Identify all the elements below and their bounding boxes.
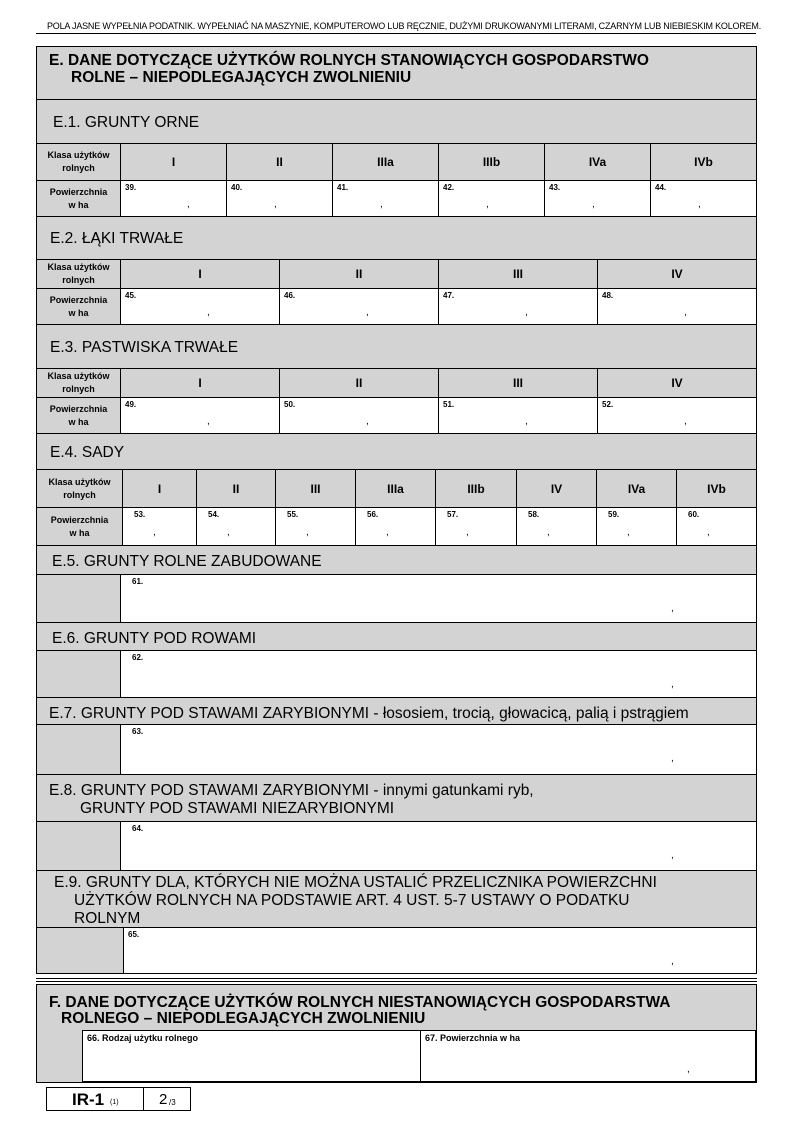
sectionE-e4-fields-2: 55. [287,510,299,519]
sectionF-field66: 66. Rodzaj użytku rolnego [87,1033,199,1043]
form-code: IR-1 [72,1090,105,1109]
e2-title: E.2. ŁĄKI TRWAŁE [50,230,184,247]
sectionE-e4-fields-7: 60. [688,510,700,519]
sectionE-e2-classes-1: II [355,267,363,281]
sectionE-e1-classes-1: II [276,155,283,169]
sectionE-e1-fields-3: 42. [443,183,455,192]
e4-class-cell [197,470,276,508]
e8-label-cell [37,822,121,870]
field-56[interactable] [356,508,436,545]
sectionE-comma: , [274,199,277,210]
sectionE-e1-fields-4: 43. [549,183,561,192]
sectionE-comma: , [380,199,383,210]
e4-class-cell [276,470,356,508]
sectionE-e1-fields-1: 40. [231,183,243,192]
section-separator [36,981,757,982]
sectionE-comma: , [671,679,674,690]
sectionE-comma: , [671,850,674,861]
e1-class-label [37,144,121,181]
sectionE-comma: , [525,307,528,318]
e1-class-cell [651,144,756,181]
sectionE-e4-classes-3: IIIa [387,481,404,496]
sectionE-e8-field: 64. [132,824,144,833]
field-48[interactable] [598,289,756,324]
sectionE-e4-fields-6: 59. [608,510,620,519]
sectionE-comma: , [592,199,595,210]
field-67[interactable] [420,1030,756,1082]
field-60[interactable] [677,508,756,545]
sectionE-e4-classes-4: IIIb [467,481,485,496]
sectionE-comma: , [627,527,630,538]
sectionE-e1-classes-5: IVb [694,155,713,169]
field-40[interactable] [227,181,333,216]
field-53[interactable] [123,508,197,545]
e4-class-cell [597,470,677,508]
e3-area-label [37,398,121,433]
sectionE-e1-fields-2: 41. [337,183,349,192]
field-54[interactable] [197,508,276,545]
sectionE-e9-field: 65. [128,930,140,939]
e2-area-label [37,289,121,324]
e6-title: E.6. GRUNTY POD ROWAMI [52,630,257,647]
e8-title-2: GRUNTY POD STAWAMI NIEZARYBIONYMI [80,800,395,817]
field-42[interactable] [439,181,545,216]
e3-class-cell [121,369,280,398]
field-65[interactable] [124,928,756,973]
e2-header [37,216,756,260]
field-39[interactable] [121,181,227,216]
sectionE-e3-classes-0: I [198,376,202,390]
e6-label-cell [37,651,121,697]
sectionE-e5-field: 61. [132,577,144,586]
sectionE-e4-classes-7: IVb [707,481,726,496]
e2-class-cell [280,260,439,289]
sectionE-e2-classes-3: IV [671,267,683,281]
sectionE-e7-field: 63. [132,727,144,736]
sectionE-e4-fields-4: 57. [447,510,459,519]
field-43[interactable] [545,181,651,216]
field-63[interactable] [121,725,756,774]
form-instructions: POLA JASNE WYPEŁNIA PODATNIK. WYPEŁNIAĆ NA MASZYNIE, KOMPUTEROWO LUB RĘCZNIE, DUŻYMI DRUKOWANYMI LITERAMI, CZARNYM LUB NIEBIESKIM KOLOREM. [47,21,762,31]
e4-area-label [37,508,123,545]
sectionE-e2-fields-2: 47. [443,291,455,300]
sectionE-row_label_area_1: Powierzchnia [50,514,109,525]
sectionE-comma: , [153,527,156,538]
e3-class-cell [598,369,756,398]
e4-class-label [37,470,123,508]
header-rule [36,33,756,34]
section-e-title-2: ROLNE – NIEPODLEGAJĄCYCH ZWOLNIENIU [71,69,412,86]
sectionE-comma: , [671,956,674,967]
e2-class-cell [439,260,598,289]
sectionE-e4-classes-0: I [157,481,162,496]
sectionE-e2-fields-0: 45. [125,291,137,300]
sectionE-comma: , [671,753,674,764]
sectionF-field67: 67. Powierzchnia w ha [425,1033,521,1043]
section-e-header [37,47,756,100]
e4-header [37,433,756,470]
sectionE-e3-fields-1: 50. [284,400,296,409]
sectionE-row_label_area_2: w ha [68,416,89,427]
sectionE-comma: , [207,307,210,318]
field-46[interactable] [280,289,439,324]
sectionE-e4-fields-3: 56. [367,510,379,519]
e1-class-cell [333,144,439,181]
field-49[interactable] [121,398,280,433]
e2-class-label [37,260,121,289]
sectionE-comma: , [671,603,674,614]
e3-title: E.3. PASTWISKA TRWAŁE [50,339,239,356]
field-58[interactable] [517,508,597,545]
e1-class-cell [439,144,545,181]
sectionE-e1-classes-3: IIIb [482,155,501,169]
sectionE-comma: , [684,416,687,427]
sectionE-e1-fields-0: 39. [125,183,137,192]
section-e-title-1: E. DANE DOTYCZĄCE UŻYTKÓW ROLNYCH STANOWIĄCYCH GOSPODARSTWO [49,52,649,69]
page-number-box [143,1087,191,1111]
sectionE-e1-classes-2: IIIa [377,155,394,169]
field-61[interactable] [121,575,756,622]
e9-header [37,870,756,928]
e5-label-cell [37,575,121,622]
field-51[interactable] [439,398,598,433]
e7-header [37,697,756,725]
e9-label-cell [37,928,124,973]
e4-class-cell [123,470,197,508]
field-59[interactable] [597,508,677,545]
form-version: (1) [110,1099,119,1106]
sectionE-e2-classes-2: III [512,267,523,281]
field-45[interactable] [121,289,280,324]
e4-class-cell [436,470,517,508]
sectionE-e4-classes-2: III [310,481,321,496]
sectionE-comma: , [698,199,701,210]
class-label-2: rolnych [62,163,95,173]
sectionE-comma: , [547,527,550,538]
e1-class-cell [545,144,651,181]
field-64[interactable] [121,822,756,870]
sectionE-e1-fields-5: 44. [655,183,667,192]
e3-class-cell [439,369,598,398]
section-f-title-2: ROLNEGO – NIEPODLEGAJĄCYCH ZWOLNIENIU [61,1010,426,1027]
sectionE-row_label_class_1: Klasa użytków [47,371,110,381]
sectionE-row_label_area_2: w ha [69,527,90,538]
e3-class-label [37,369,121,398]
e9-title-2: UŻYTKÓW ROLNYCH NA PODSTAWIE ART. 4 UST. 5-7 USTAWY O PODATKU [74,892,630,909]
sectionE-e4-classes-5: IV [550,481,563,496]
sectionE-row_label_class_2: rolnych [63,489,96,500]
sectionE-e2-classes-0: I [198,267,202,281]
e8-header [37,774,756,822]
page-total: /3 [169,1098,176,1107]
sectionE-e2-fields-3: 48. [602,291,614,300]
sectionE-e4-fields-1: 54. [208,510,220,519]
e1-class-cell [121,144,227,181]
sectionE-e4-classes-1: II [232,481,240,496]
sectionE-e2-fields-1: 46. [284,291,296,300]
e8-title-1: E.8. GRUNTY POD STAWAMI ZARYBIONYMI - innymi gatunkami ryb, [49,782,534,799]
page-number: 2 [159,1091,168,1108]
form-code-box [46,1087,144,1111]
sectionE-comma: , [366,416,369,427]
sectionF-comma: , [687,1064,690,1075]
e4-class-cell [517,470,597,508]
sectionE-e4-fields-0: 53. [134,510,146,519]
sectionE-comma: , [187,199,190,210]
field-57[interactable] [436,508,517,545]
sectionE-e4-classes-6: IVa [627,481,646,496]
e7-title: E.7. GRUNTY POD STAWAMI ZARYBIONYMI - łososiem, trocią, głowacicą, palią i pstrągiem [49,705,689,722]
sectionE-e1-classes-4: IVa [588,155,607,169]
e2-class-cell [121,260,280,289]
sectionE-e3-classes-3: IV [671,376,683,390]
sectionE-row_label_area_2: w ha [68,307,89,318]
sectionE-e6-field: 62. [132,653,144,662]
class-label-1: Klasa użytków [47,150,110,160]
e1-class-cell [227,144,333,181]
e5-header [37,545,756,575]
field-55[interactable] [276,508,356,545]
e9-title-3: ROLNYM [74,910,141,927]
field-47[interactable] [439,289,598,324]
sectionE-comma: , [466,527,469,538]
e3-header [37,324,756,369]
sectionE-row_label_class_1: Klasa użytków [47,262,110,272]
field-52[interactable] [598,398,756,433]
sectionE-row_label_class_1: Klasa użytków [48,476,111,487]
sectionE-row_label_class_2: rolnych [62,275,95,285]
sectionE-row_label_class_2: rolnych [62,384,95,394]
sectionE-e1-classes-0: I [171,155,176,169]
sectionE-e3-fields-3: 52. [602,400,614,409]
sectionE-e4-fields-5: 58. [528,510,540,519]
sectionE-e3-classes-2: III [512,376,523,390]
sectionE-comma: , [366,307,369,318]
section-separator [36,978,757,979]
e1-area-label [37,181,121,216]
sectionE-comma: , [525,416,528,427]
sectionE-comma: , [707,527,710,538]
section-f-title-1: F. DANE DOTYCZĄCE UŻYTKÓW ROLNYCH NIESTANOWIĄCYCH GOSPODARSTWA [49,994,671,1011]
sectionE-e3-classes-1: II [355,376,363,390]
area-label-2: w ha [68,199,89,210]
sectionE-e3-fields-0: 49. [125,400,137,409]
sectionE-comma: , [227,527,230,538]
e4-title: E.4. SADY [50,444,125,461]
e1-title: E.1. GRUNTY ORNE [53,114,200,131]
e6-header [37,622,756,651]
field-50[interactable] [280,398,439,433]
field-44[interactable] [651,181,756,216]
sectionE-comma: , [684,307,687,318]
sectionE-comma: , [306,527,309,538]
e2-class-cell [598,260,756,289]
sectionE-comma: , [486,199,489,210]
e5-title: E.5. GRUNTY ROLNE ZABUDOWANE [52,553,322,570]
field-66[interactable] [82,1030,421,1082]
field-62[interactable] [121,651,756,697]
e4-class-cell [677,470,756,508]
sectionE-e3-fields-2: 51. [443,400,455,409]
sectionE-row_label_area_1: Powierzchnia [49,294,108,305]
sectionE-comma: , [386,527,389,538]
sectionE-comma: , [207,416,210,427]
field-41[interactable] [333,181,439,216]
e4-class-cell [356,470,436,508]
e3-class-cell [280,369,439,398]
e1-header [37,100,756,144]
sectionE-row_label_area_1: Powierzchnia [49,403,108,414]
e7-label-cell [37,725,121,774]
e9-title-1: E.9. GRUNTY DLA, KTÓRYCH NIE MOŻNA USTALIĆ PRZELICZNIKA POWIERZCHNI [54,874,657,891]
area-label-1: Powierzchnia [49,186,108,197]
